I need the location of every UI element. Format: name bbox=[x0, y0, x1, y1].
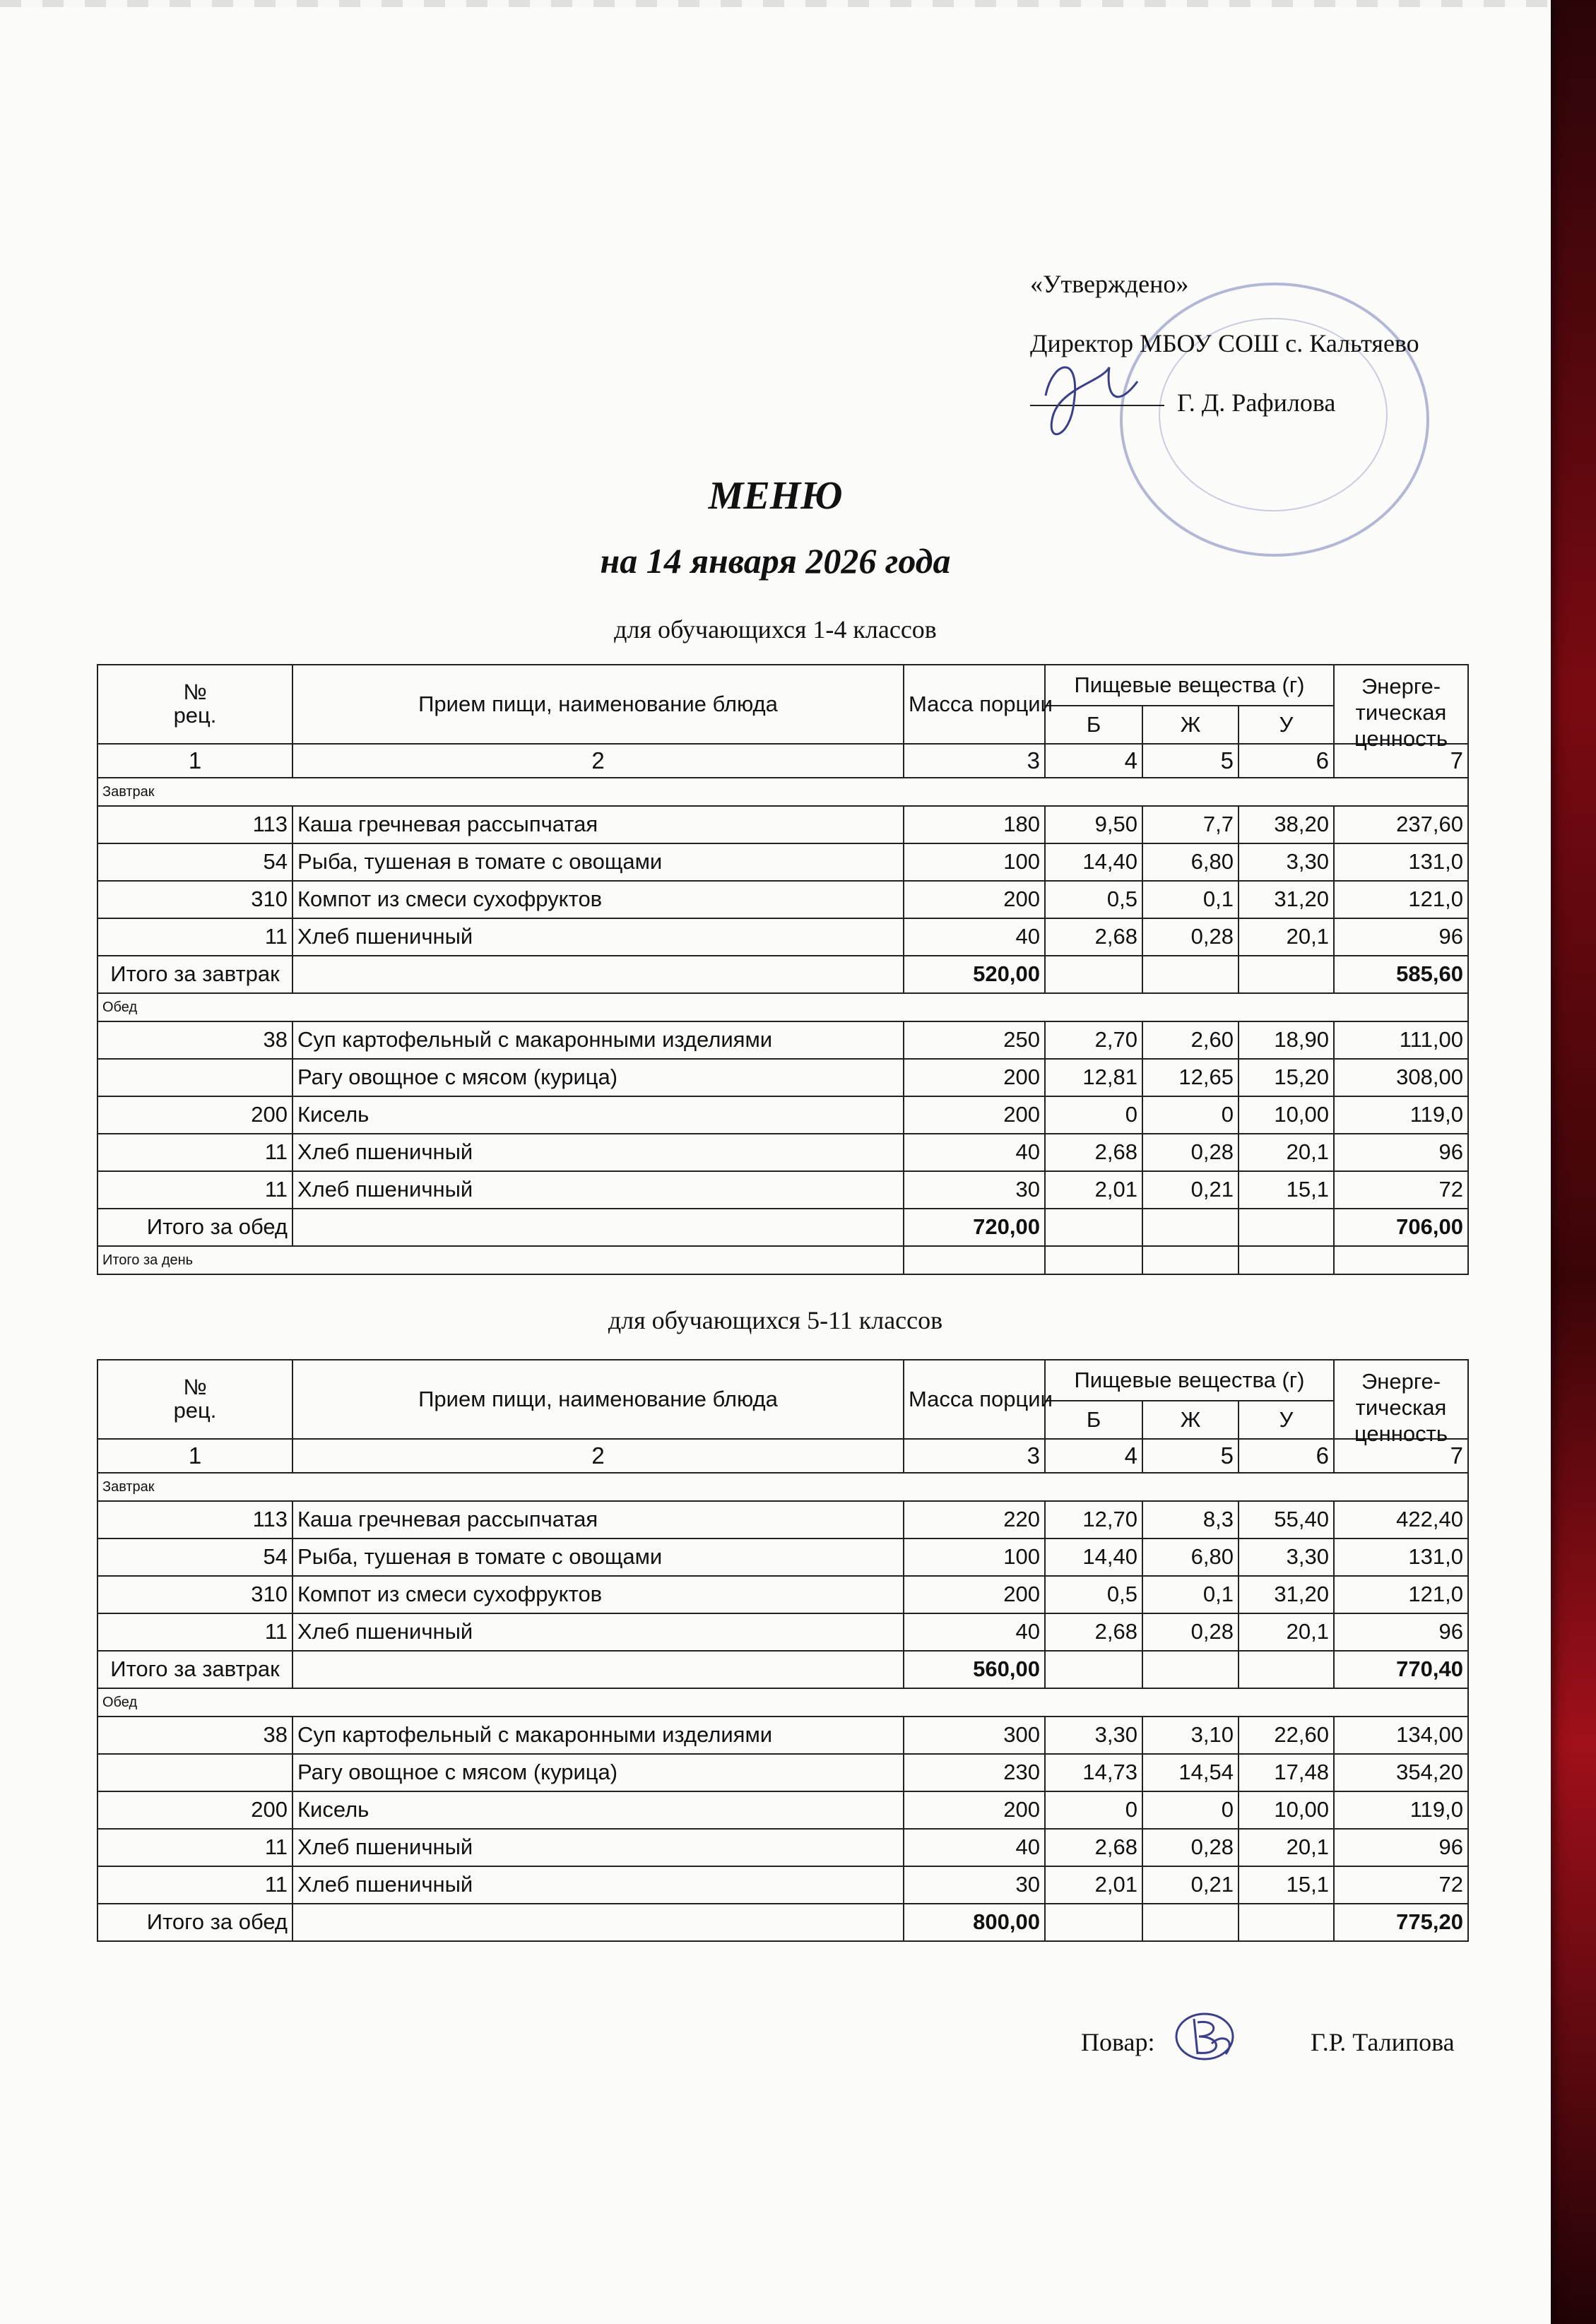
mass-cell: 200 bbox=[904, 881, 1045, 918]
dish-name-cell: Хлеб пшеничный bbox=[292, 1829, 904, 1866]
empty-cell bbox=[1239, 1904, 1334, 1941]
energy-cell: 96 bbox=[1334, 1613, 1468, 1651]
breakfast-rows bbox=[97, 1501, 1468, 1651]
approval-heading: «Утверждено» bbox=[1030, 270, 1189, 298]
col-number: 5 bbox=[1142, 744, 1239, 778]
energy-cell: 131,0 bbox=[1334, 843, 1468, 881]
table-row bbox=[97, 1134, 1468, 1171]
fat-cell: 3,10 bbox=[1142, 1717, 1239, 1754]
mass-cell: 200 bbox=[904, 1096, 1045, 1134]
total-energy: 770,40 bbox=[1334, 1651, 1468, 1688]
empty-cell bbox=[292, 1651, 904, 1688]
empty-cell bbox=[1045, 1651, 1142, 1688]
table-row bbox=[97, 1576, 1468, 1613]
col-number: 3 bbox=[904, 1439, 1045, 1473]
header-row bbox=[97, 665, 1468, 706]
protein-cell: 2,68 bbox=[1045, 1613, 1142, 1651]
col-number: 7 bbox=[1334, 744, 1468, 778]
total-label: Итого за завтрак bbox=[97, 1651, 292, 1688]
fat-cell: 2,60 bbox=[1142, 1021, 1239, 1059]
total-energy: 775,20 bbox=[1334, 1904, 1468, 1941]
dish-name-cell: Компот из смеси сухофруктов bbox=[292, 1576, 904, 1613]
section1-subtitle: для обучающихся 1-4 классов bbox=[614, 615, 937, 644]
energy-cell: 422,40 bbox=[1334, 1501, 1468, 1539]
fat-cell: 6,80 bbox=[1142, 1539, 1239, 1576]
dish-name-cell: Каша гречневая рассыпчатая bbox=[292, 1501, 904, 1539]
fat-cell: 0,28 bbox=[1142, 1829, 1239, 1866]
col-number: 2 bbox=[292, 744, 904, 778]
section-row-breakfast bbox=[97, 778, 1468, 806]
header-dish: Прием пищи, наименование блюда bbox=[292, 665, 904, 744]
protein-cell: 14,73 bbox=[1045, 1754, 1142, 1791]
dish-name-cell: Рагу овощное с мясом (курица) bbox=[292, 1059, 904, 1096]
table-row bbox=[97, 1866, 1468, 1904]
header-dish: Прием пищи, наименование блюда bbox=[292, 1360, 904, 1439]
total-row-day bbox=[97, 1246, 1468, 1274]
empty-cell bbox=[1142, 1246, 1239, 1274]
header-rec bbox=[97, 665, 292, 744]
header-energy bbox=[1334, 1360, 1468, 1447]
fat-cell: 0,28 bbox=[1142, 1134, 1239, 1171]
mass-cell: 220 bbox=[904, 1501, 1045, 1539]
carb-cell: 15,20 bbox=[1239, 1059, 1334, 1096]
total-mass: 720,00 bbox=[904, 1209, 1045, 1246]
protein-cell: 3,30 bbox=[1045, 1717, 1142, 1754]
total-mass: 800,00 bbox=[904, 1904, 1045, 1941]
header-rec-text: рец. bbox=[173, 703, 217, 728]
mass-cell: 30 bbox=[904, 1171, 1045, 1209]
carb-cell: 10,00 bbox=[1239, 1791, 1334, 1829]
header-zh: Ж bbox=[1142, 1401, 1239, 1439]
dish-name-cell: Каша гречневая рассыпчатая bbox=[292, 806, 904, 843]
carb-cell: 20,1 bbox=[1239, 1829, 1334, 1866]
mass-cell: 180 bbox=[904, 806, 1045, 843]
energy-cell: 237,60 bbox=[1334, 806, 1468, 843]
total-energy: 706,00 bbox=[1334, 1209, 1468, 1246]
protein-cell: 2,68 bbox=[1045, 1134, 1142, 1171]
menu-table-5-11 bbox=[97, 1359, 1469, 1942]
rec-cell: 54 bbox=[97, 843, 292, 881]
cook-name: Г.Р. Талипова bbox=[1311, 2028, 1455, 2056]
empty-cell bbox=[1045, 1904, 1142, 1941]
total-mass: 560,00 bbox=[904, 1651, 1045, 1688]
rec-cell: 38 bbox=[97, 1021, 292, 1059]
rec-cell bbox=[97, 1059, 292, 1096]
empty-cell bbox=[292, 1209, 904, 1246]
energy-cell: 121,0 bbox=[1334, 881, 1468, 918]
empty-cell bbox=[1045, 1209, 1142, 1246]
energy-cell: 131,0 bbox=[1334, 1539, 1468, 1576]
col-number: 6 bbox=[1239, 1439, 1334, 1473]
table-row bbox=[97, 1096, 1468, 1134]
cook-label: Повар: bbox=[1081, 2028, 1155, 2056]
protein-cell: 2,01 bbox=[1045, 1866, 1142, 1904]
total-row-lunch bbox=[97, 1209, 1468, 1246]
rec-cell: 54 bbox=[97, 1539, 292, 1576]
rec-cell: 200 bbox=[97, 1096, 292, 1134]
carb-cell: 20,1 bbox=[1239, 1134, 1334, 1171]
protein-cell: 12,70 bbox=[1045, 1501, 1142, 1539]
empty-cell bbox=[292, 956, 904, 993]
total-label: Итого за завтрак bbox=[97, 956, 292, 993]
fat-cell: 12,65 bbox=[1142, 1059, 1239, 1096]
mass-cell: 250 bbox=[904, 1021, 1045, 1059]
fat-cell: 0 bbox=[1142, 1096, 1239, 1134]
energy-cell: 96 bbox=[1334, 1829, 1468, 1866]
section2-subtitle: для обучающихся 5-11 классов bbox=[608, 1306, 943, 1334]
fat-cell: 6,80 bbox=[1142, 843, 1239, 881]
table-row bbox=[97, 1717, 1468, 1754]
carb-cell: 20,1 bbox=[1239, 1613, 1334, 1651]
energy-cell: 354,20 bbox=[1334, 1754, 1468, 1791]
total-mass: 520,00 bbox=[904, 956, 1045, 993]
empty-cell bbox=[904, 1246, 1045, 1274]
fat-cell: 0,21 bbox=[1142, 1866, 1239, 1904]
total-row-breakfast bbox=[97, 956, 1468, 993]
header-zh: Ж bbox=[1142, 706, 1239, 744]
protein-cell: 14,40 bbox=[1045, 843, 1142, 881]
fat-cell: 0,1 bbox=[1142, 1576, 1239, 1613]
dish-name-cell: Хлеб пшеничный bbox=[292, 1613, 904, 1651]
carb-cell: 31,20 bbox=[1239, 881, 1334, 918]
carb-cell: 20,1 bbox=[1239, 918, 1334, 956]
menu-table-1-4 bbox=[97, 664, 1469, 1275]
header-b: Б bbox=[1045, 706, 1142, 744]
carb-cell: 31,20 bbox=[1239, 1576, 1334, 1613]
fat-cell: 0,28 bbox=[1142, 918, 1239, 956]
header-energy-1: Энерге- bbox=[1361, 1368, 1441, 1394]
carb-cell: 22,60 bbox=[1239, 1717, 1334, 1754]
header-energy-1: Энерге- bbox=[1361, 673, 1441, 699]
rec-cell: 11 bbox=[97, 1171, 292, 1209]
column-number-row bbox=[97, 1439, 1468, 1473]
energy-cell: 134,00 bbox=[1334, 1717, 1468, 1754]
mass-cell: 40 bbox=[904, 1134, 1045, 1171]
header-mass: Масса порции bbox=[904, 665, 1045, 744]
rec-cell: 11 bbox=[97, 918, 292, 956]
empty-cell bbox=[1045, 1246, 1142, 1274]
table-row bbox=[97, 1754, 1468, 1791]
rec-cell: 38 bbox=[97, 1717, 292, 1754]
section-row-breakfast bbox=[97, 1473, 1468, 1501]
fat-cell: 0 bbox=[1142, 1791, 1239, 1829]
rec-cell: 113 bbox=[97, 806, 292, 843]
dish-name-cell: Хлеб пшеничный bbox=[292, 1171, 904, 1209]
mass-cell: 40 bbox=[904, 918, 1045, 956]
carb-cell: 3,30 bbox=[1239, 843, 1334, 881]
header-rec bbox=[97, 1360, 292, 1439]
empty-cell bbox=[1334, 1246, 1468, 1274]
dish-name-cell: Хлеб пшеничный bbox=[292, 1134, 904, 1171]
protein-cell: 0 bbox=[1045, 1096, 1142, 1134]
fat-cell: 0,1 bbox=[1142, 881, 1239, 918]
empty-cell bbox=[292, 1904, 904, 1941]
energy-cell: 111,00 bbox=[1334, 1021, 1468, 1059]
section-label: Обед bbox=[97, 993, 1468, 1021]
carb-cell: 18,90 bbox=[1239, 1021, 1334, 1059]
mass-cell: 200 bbox=[904, 1059, 1045, 1096]
protein-cell: 12,81 bbox=[1045, 1059, 1142, 1096]
mass-cell: 100 bbox=[904, 1539, 1045, 1576]
protein-cell: 2,01 bbox=[1045, 1171, 1142, 1209]
col-number: 1 bbox=[97, 744, 292, 778]
total-label: Итого за обед bbox=[97, 1904, 292, 1941]
col-number: 1 bbox=[97, 1439, 292, 1473]
table-row bbox=[97, 1501, 1468, 1539]
empty-cell bbox=[1142, 956, 1239, 993]
section-label: Обед bbox=[97, 1688, 1468, 1717]
rec-cell: 11 bbox=[97, 1134, 292, 1171]
dish-name-cell: Компот из смеси сухофруктов bbox=[292, 881, 904, 918]
carb-cell: 10,00 bbox=[1239, 1096, 1334, 1134]
header-mass: Масса порции bbox=[904, 1360, 1045, 1439]
approval-position: Директор МБОУ СОШ с. Кальтяево bbox=[1030, 329, 1419, 357]
header-rec-text: рец. bbox=[173, 1398, 217, 1423]
protein-cell: 0 bbox=[1045, 1791, 1142, 1829]
carb-cell: 17,48 bbox=[1239, 1754, 1334, 1791]
day-total-label: Итого за день bbox=[97, 1246, 904, 1274]
energy-cell: 121,0 bbox=[1334, 1576, 1468, 1613]
total-energy: 585,60 bbox=[1334, 956, 1468, 993]
dish-name-cell: Рыба, тушеная в томате с овощами bbox=[292, 843, 904, 881]
energy-cell: 119,0 bbox=[1334, 1096, 1468, 1134]
protein-cell: 2,68 bbox=[1045, 1829, 1142, 1866]
fat-cell: 8,3 bbox=[1142, 1501, 1239, 1539]
dish-name-cell: Кисель bbox=[292, 1791, 904, 1829]
column-number-row bbox=[97, 744, 1468, 778]
energy-cell: 72 bbox=[1334, 1171, 1468, 1209]
table-row bbox=[97, 1021, 1468, 1059]
header-u: У bbox=[1239, 706, 1334, 744]
scan-edge bbox=[0, 0, 1551, 7]
table-row bbox=[97, 1171, 1468, 1209]
col-number: 5 bbox=[1142, 1439, 1239, 1473]
header-energy-2: тическая bbox=[1355, 1395, 1447, 1420]
rec-cell: 11 bbox=[97, 1829, 292, 1866]
table-row bbox=[97, 918, 1468, 956]
fat-cell: 7,7 bbox=[1142, 806, 1239, 843]
protein-cell: 9,50 bbox=[1045, 806, 1142, 843]
rec-cell bbox=[97, 1754, 292, 1791]
header-energy-3: ценность bbox=[1354, 1421, 1448, 1447]
empty-cell bbox=[1239, 1651, 1334, 1688]
carb-cell: 15,1 bbox=[1239, 1171, 1334, 1209]
dish-name-cell: Хлеб пшеничный bbox=[292, 918, 904, 956]
col-number: 3 bbox=[904, 744, 1045, 778]
mass-cell: 30 bbox=[904, 1866, 1045, 1904]
dish-name-cell: Кисель bbox=[292, 1096, 904, 1134]
header-b: Б bbox=[1045, 1401, 1142, 1439]
carb-cell: 38,20 bbox=[1239, 806, 1334, 843]
section-row-lunch bbox=[97, 1688, 1468, 1717]
energy-cell: 96 bbox=[1334, 918, 1468, 956]
mass-cell: 230 bbox=[904, 1754, 1045, 1791]
table-row bbox=[97, 1791, 1468, 1829]
energy-cell: 119,0 bbox=[1334, 1791, 1468, 1829]
fat-cell: 0,28 bbox=[1142, 1613, 1239, 1651]
header-nutrients: Пищевые вещества (г) bbox=[1045, 1360, 1334, 1401]
empty-cell bbox=[1045, 956, 1142, 993]
header-row bbox=[97, 1360, 1468, 1401]
mass-cell: 200 bbox=[904, 1791, 1045, 1829]
col-number: 4 bbox=[1045, 744, 1142, 778]
col-number: 7 bbox=[1334, 1439, 1468, 1473]
mass-cell: 40 bbox=[904, 1613, 1045, 1651]
dish-name-cell: Суп картофельный с макаронными изделиями bbox=[292, 1021, 904, 1059]
director-signature-icon bbox=[1032, 339, 1152, 459]
fat-cell: 0,21 bbox=[1142, 1171, 1239, 1209]
rec-cell: 200 bbox=[97, 1791, 292, 1829]
mass-cell: 100 bbox=[904, 843, 1045, 881]
energy-cell: 308,00 bbox=[1334, 1059, 1468, 1096]
section-label: Завтрак bbox=[97, 778, 1468, 806]
mass-cell: 300 bbox=[904, 1717, 1045, 1754]
header-no-text: № bbox=[183, 1375, 207, 1400]
breakfast-rows bbox=[97, 806, 1468, 956]
dish-name-cell: Рыба, тушеная в томате с овощами bbox=[292, 1539, 904, 1576]
header-u: У bbox=[1239, 1401, 1334, 1439]
dish-name-cell: Хлеб пшеничный bbox=[292, 1866, 904, 1904]
rec-cell: 310 bbox=[97, 881, 292, 918]
header-energy bbox=[1334, 665, 1468, 752]
table-row bbox=[97, 1539, 1468, 1576]
section-row-lunch bbox=[97, 993, 1468, 1021]
cook-signature-icon bbox=[1169, 2005, 1247, 2068]
col-number: 6 bbox=[1239, 744, 1334, 778]
col-number: 2 bbox=[292, 1439, 904, 1473]
mass-cell: 200 bbox=[904, 1576, 1045, 1613]
col-number: 4 bbox=[1045, 1439, 1142, 1473]
header-no-text: № bbox=[183, 680, 207, 705]
rec-cell: 11 bbox=[97, 1866, 292, 1904]
empty-cell bbox=[1239, 956, 1334, 993]
carb-cell: 15,1 bbox=[1239, 1866, 1334, 1904]
fat-cell: 14,54 bbox=[1142, 1754, 1239, 1791]
empty-cell bbox=[1142, 1209, 1239, 1246]
rec-cell: 113 bbox=[97, 1501, 292, 1539]
page-title: МЕНЮ bbox=[708, 474, 843, 518]
lunch-rows bbox=[97, 1717, 1468, 1904]
lunch-rows bbox=[97, 1021, 1468, 1209]
rec-cell: 11 bbox=[97, 1613, 292, 1651]
table-row bbox=[97, 1613, 1468, 1651]
table-row bbox=[97, 1829, 1468, 1866]
table-row bbox=[97, 843, 1468, 881]
protein-cell: 2,68 bbox=[1045, 918, 1142, 956]
header-nutrients: Пищевые вещества (г) bbox=[1045, 665, 1334, 706]
empty-cell bbox=[1142, 1651, 1239, 1688]
table-row bbox=[97, 881, 1468, 918]
empty-cell bbox=[1239, 1209, 1334, 1246]
empty-cell bbox=[1239, 1246, 1334, 1274]
protein-cell: 0,5 bbox=[1045, 881, 1142, 918]
total-label: Итого за обед bbox=[97, 1209, 292, 1246]
energy-cell: 96 bbox=[1334, 1134, 1468, 1171]
dish-name-cell: Рагу овощное с мясом (курица) bbox=[292, 1754, 904, 1791]
table-row bbox=[97, 806, 1468, 843]
page-date: на 14 января 2026 года bbox=[600, 541, 951, 581]
carb-cell: 55,40 bbox=[1239, 1501, 1334, 1539]
carb-cell: 3,30 bbox=[1239, 1539, 1334, 1576]
header-energy-3: ценность bbox=[1354, 726, 1448, 752]
section-label: Завтрак bbox=[97, 1473, 1468, 1501]
rec-cell: 310 bbox=[97, 1576, 292, 1613]
mass-cell: 40 bbox=[904, 1829, 1045, 1866]
empty-cell bbox=[1142, 1904, 1239, 1941]
protein-cell: 14,40 bbox=[1045, 1539, 1142, 1576]
approval-director-name: Г. Д. Рафилова bbox=[1177, 389, 1336, 417]
total-row-lunch bbox=[97, 1904, 1468, 1941]
total-row-breakfast bbox=[97, 1651, 1468, 1688]
energy-cell: 72 bbox=[1334, 1866, 1468, 1904]
protein-cell: 2,70 bbox=[1045, 1021, 1142, 1059]
protein-cell: 0,5 bbox=[1045, 1576, 1142, 1613]
header-energy-2: тическая bbox=[1355, 700, 1447, 725]
table-row bbox=[97, 1059, 1468, 1096]
dish-name-cell: Суп картофельный с макаронными изделиями bbox=[292, 1717, 904, 1754]
